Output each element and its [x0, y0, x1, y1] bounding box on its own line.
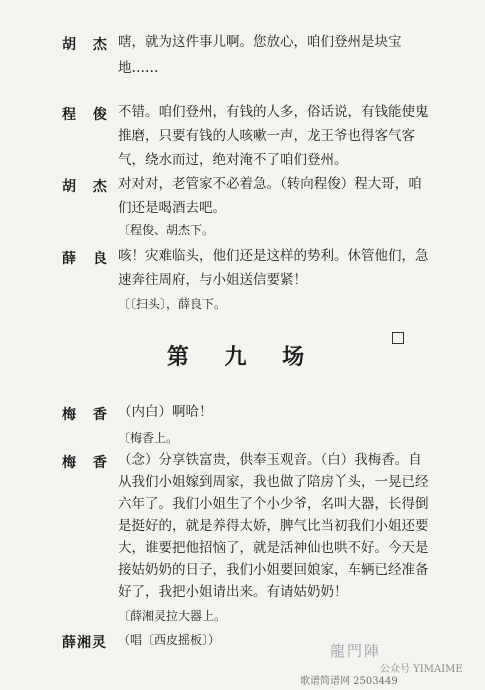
- dialogue-line: 大，谁要把他招恼了，就是活神仙也哄不好。今天是: [118, 540, 429, 556]
- dialogue-line: 地……: [118, 60, 159, 76]
- speaker-name: 程 俊: [62, 107, 113, 123]
- watermark-site: 公众号 YIMAIME: [380, 664, 463, 675]
- dialogue-line: 推磨，只要有钱的人咳嗽一声，龙王爷也得客气客: [118, 128, 415, 144]
- dialogue-line: 速奔往周府，与小姐送信要紧！: [118, 272, 307, 288]
- dialogue-line: 气，绕水而过，绝对淹不了咱们登州。: [118, 152, 348, 168]
- dialogue-line: 们还是喝酒去吧。: [118, 200, 226, 216]
- speaker-name: 胡 杰: [62, 179, 113, 195]
- dialogue-line: 六年了。我们小姐生了个小少爷，名叫大器，长得倒: [118, 496, 429, 512]
- dialogue-line: 对对对，老管家不必着急。（转向程俊）程大哥，咱: [118, 176, 422, 192]
- dialogue-line: 嗐，就为这件事儿啊。您放心，咱们登州是块宝: [118, 34, 402, 50]
- watermark-footer: 歌谱简谱网 2503449: [300, 676, 398, 687]
- dialogue-line: （内白）啊哈！: [118, 404, 213, 420]
- stage-direction-text: 〔〔扫头〕，薛良下。: [118, 297, 227, 311]
- dialogue-line: 从我们小姐嫁到周家，我也做了陪房丫头，一晃已经: [118, 474, 429, 490]
- scene-title: 第 九 场: [166, 344, 319, 370]
- speaker-name: 梅 香: [62, 455, 113, 471]
- dialogue-line: 好了，我把小姐请出来。有请姑奶奶！: [118, 584, 348, 600]
- stage-direction-text: 〔薛湘灵拉大器上。: [118, 609, 227, 623]
- speaker-name: 薛 良: [62, 251, 113, 267]
- watermark-brand: 龍門陣: [330, 642, 382, 660]
- speaker-name: 梅 香: [62, 407, 113, 423]
- page-mark: [392, 332, 404, 344]
- dialogue-line: （唱〔西皮摇板〕）: [118, 633, 221, 647]
- dialogue-line: 咳！灾难临头，他们还是这样的势利。休管他们，急: [118, 248, 429, 264]
- stage-direction-text: 〔程俊、胡杰下。: [118, 223, 215, 237]
- dialogue-line: （念）分享铁富贵，供奉玉观音。（白）我梅香。自: [118, 452, 422, 468]
- speaker-name: 薛湘灵: [62, 635, 107, 651]
- dialogue-line: 不错。咱们登州，有钱的人多，俗话说，有钱能使鬼: [118, 104, 429, 120]
- speaker-name: 胡 杰: [62, 37, 113, 53]
- dialogue-line: 是挺好的，就是养得太娇，脾气比当初我们小姐还要: [118, 518, 429, 534]
- dialogue-line: 接姑奶奶的日子，我们小姐要回娘家，车辆已经准备: [118, 562, 429, 578]
- stage-direction-text: 〔梅香上。: [118, 431, 179, 445]
